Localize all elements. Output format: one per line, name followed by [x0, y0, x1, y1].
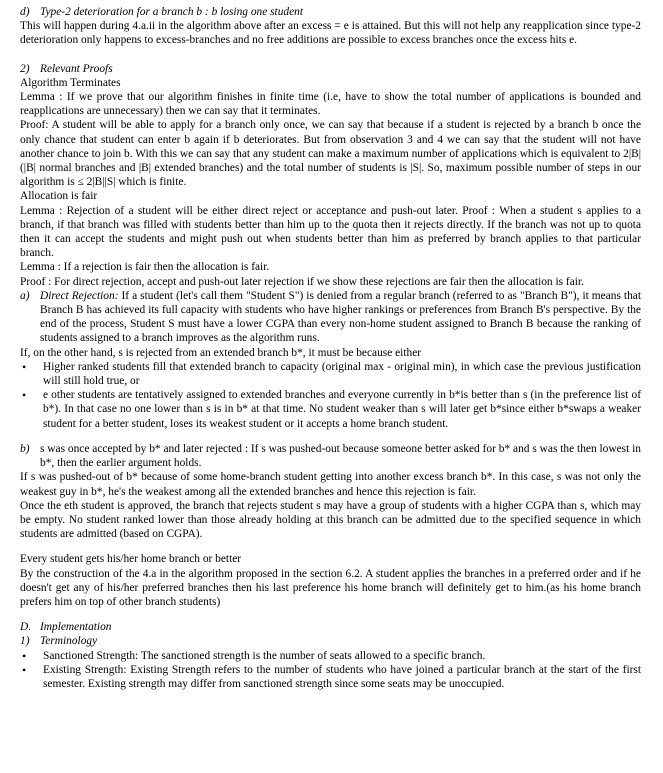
section-D-heading	[20, 620, 641, 634]
section-d-text: This will happen during 4.a.ii in the algorithm above after an excess = e is attained. But this will not help any reapplication since type-2 deterioration only happens to excess-branches and no free additions are possible to excess branches once the excess hits e.	[20, 20, 641, 47]
section-2-title: Relevant Proofs	[40, 62, 113, 75]
section-2-heading	[20, 62, 641, 76]
bullet-marker: •	[22, 662, 27, 677]
allocation-fair-heading: Allocation is fair	[20, 190, 98, 203]
section-D-title: Implementation	[40, 621, 112, 634]
home-branch-heading: Every student gets his/her home branch or better	[20, 553, 242, 566]
eth-student-text: Once the eth student is approved, the branch that rejects student s may have a group of students with a higher CGPA than s, which may be empty. No student ranked lower than those already holding at this branch can be admitted due to the specified sequence in which students are admitted (based on CGPA).	[20, 499, 641, 541]
section-d-title: Type-2 deterioration for a branch b : b losing one student	[40, 6, 304, 18]
section-d-heading	[20, 5, 641, 19]
push-out-home-branch-text: If s was pushed-out of b* because of some home-branch student getting into another excess branch b*. In this case, s was not only the weakest guy in b*, he's the weakest among all the extended branches and hence this rejection is fair.	[20, 471, 641, 498]
bullet-marker: •	[22, 648, 27, 663]
bullet-item	[20, 649, 641, 663]
bullet-item	[20, 360, 641, 388]
section-2-number: 2)	[20, 62, 30, 75]
home-branch-text: By the construction of the 4.a in the algorithm proposed in the section 6.2. A student applies the branches in a preferred order and if he doesn't get any of his/her preferred branches then his last preference his home branch will definitely get to him.(as his home branch prefers him on top of other branch students)	[20, 567, 641, 608]
item-a-title: Direct Rejection:	[40, 289, 119, 302]
bullet-item	[20, 663, 641, 691]
subsection-terminology-heading	[20, 634, 641, 648]
item-b-label: b)	[20, 442, 30, 455]
bullet-marker: •	[22, 388, 27, 403]
bullet-tentative-students: e other students are tentatively assigned to extended branches and everyone currently in b*is better than s (in the preference list of b*). In that case no one lower than s is in b* at that time. No student weaker than s will later get b*since either b*swaps a weaker student for a better student, loses its weakest student or it accepts a home branch student.	[43, 389, 641, 430]
item-push-out-rejection	[20, 442, 641, 470]
bullet-marker: •	[22, 359, 27, 374]
bullet-sanctioned-strength: Sanctioned Strength: The sanctioned strength is the number of seats allowed to a specific branch.	[43, 649, 486, 662]
bullet-existing-strength: Existing Strength: Existing Strength refers to the number of students who have joined a particular branch at the start of the first semester. Existing strength may differ from sanctioned strength since some seats may be unoccupied.	[43, 663, 641, 690]
paper-page	[20, 5, 641, 691]
proof-fair-rejection: Proof : For direct rejection, accept and push-out later rejection if we show these rejections are fair then the allocation is fair.	[20, 275, 584, 288]
lemma-rejection: Lemma : Rejection of a student will be either direct reject or acceptance and push-out later. Proof : When a student s applies to a branch, if that branch was filled with students better than him up to the quota then it rejects directly. If the branch was not up to quota then it can accept the students and might push out when students better than him as preferred by branch applies to that particular branch.	[20, 204, 641, 260]
algorithm-terminates-heading: Algorithm Terminates	[20, 76, 121, 89]
subsection-label: 1)	[20, 635, 30, 648]
item-a-body	[40, 289, 641, 346]
section-d-label: d)	[20, 6, 30, 18]
item-b-text: s was once accepted by b* and later rejected : If s was pushed-out because someone better asked for b* and s was the then lowest in b*, then the earlier argument holds.	[40, 442, 641, 470]
lemma-fair-rejection: Lemma : If a rejection is fair then the allocation is fair.	[20, 261, 270, 274]
item-direct-rejection	[20, 289, 641, 346]
item-a-label: a)	[20, 289, 30, 302]
lemma-termination: Lemma : If we prove that our algorithm finishes in finite time (i.e, have to show the total number of applications is bounded and reapplications are unnecessary) then we can say that it terminates.	[20, 91, 641, 118]
section-D-label: D.	[20, 621, 32, 634]
bullet-item	[20, 388, 641, 431]
item-a-text: If a student (let's call them "Student S") is denied from a regular branch (referred to as "Branch B"), it means that Branch B has achieved its full capacity with students who have higher rankings or preferences from Branch B's perspective. By the end of the process, Student S must have a lower CGPA than every non-home student assigned to Branch B because the ranking of students assigned to a branch improves as the algorithm runs.	[40, 289, 642, 345]
subsection-title: Terminology	[40, 635, 98, 648]
extended-branch-text: If, on the other hand, s is rejected from an extended branch b*, it must be because either	[20, 346, 422, 359]
proof-termination: Proof: A student will be able to apply for a branch only once, we can say that because if a student is rejected by a branch b once the only chance that student can enter b again if b deteriorates. But from observation 3 and 4 we can say that the student will not have another chance to join b. With this we can say that any student can make a maximum number of applications which is equivalent to 2|B| (|B| normal branches and |B| extended branches) and the total number of students is |S|. So, maximum possible number of steps in our algorithm is ≤ 2|B||S| which is finite.	[20, 119, 641, 189]
bullet-higher-ranked: Higher ranked students fill that extended branch to capacity (original max - original min), in which case the previous justification will still hold true, or	[43, 360, 641, 388]
